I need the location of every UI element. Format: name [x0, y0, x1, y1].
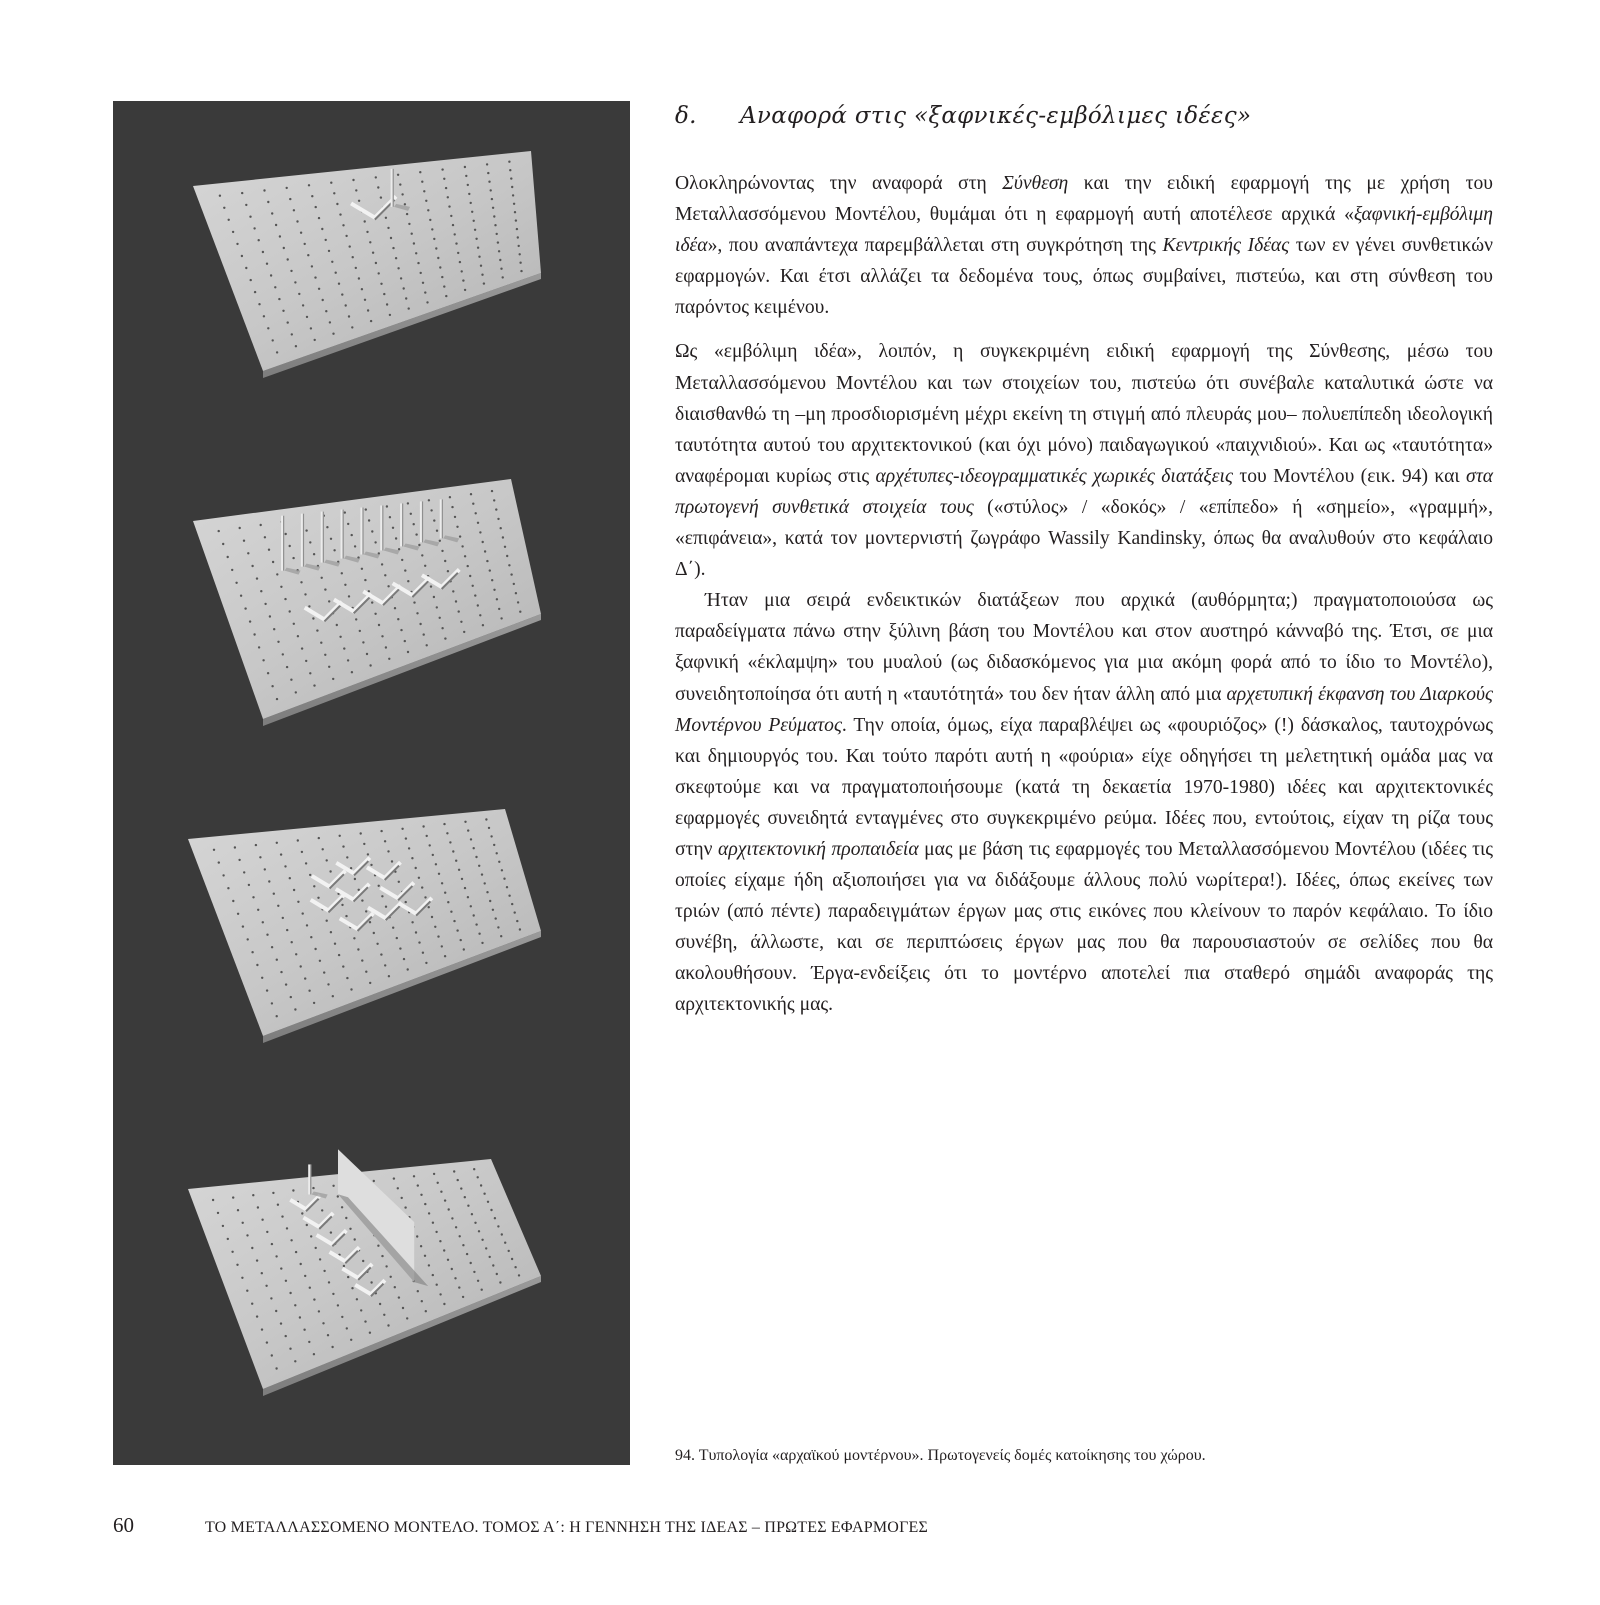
model-board-4: [188, 1149, 541, 1396]
paragraph-1: Ολοκληρώνοντας την αναφορά στη Σύνθεση και την ειδική εφαρμογή της με χρήση του Μεταλλασσόμενου Μοντέλου, θυμάμαι ότι η εφαρμογή αυτή αποτέλεσε αρχικά «ξαφνική-εμβόλιμη ιδέα», που αναπάντεχα παρεμβάλλεται στη συγκρότηση της Κεντρικής Ιδέας των εν γένει συνθετικών εφαρμογών. Και έτσι αλλάζει τα δεδομένα τους, όπως συμβαίνει, πιστεύω, και στη σύνθεση του παρόντος κειμένου.: [675, 173, 1493, 319]
model-board-3: [188, 809, 541, 1043]
page-footer: [113, 1513, 1533, 1538]
figure-caption: 94. Τυπολογία «αρχαϊκού μοντέρνου». Πρωτογενείς δομές κατοίκησης του χώρου.: [675, 1447, 1206, 1464]
body-text: [675, 168, 1493, 1021]
page-number: 60: [113, 1513, 134, 1537]
paragraph-3: Ήταν μια σειρά ενδεικτικών διατάξεων που αρχικά (αυθόρμητα;) πραγματοποιούσα ως παραδείγματα πάνω στην ξύλινη βάση του Μοντέλου και στον αυστηρό κάνναβό της. Έτσι, σε μια ξαφνική «έκλαμψη» του μυαλού (ως διδασκόμενος για μια ακόμη φορά από το ίδιο το Μοντέλο), συνειδητοποίησα ότι αυτή η «ταυτότητά» του δεν ήταν άλλη από μια αρχετυπική έκφανση του Διαρκούς Μοντέρνου Ρεύματος. Την οποία, όμως, είχα παραβλέψει ως «φουριόζος» (!) δάσκαλος, ταυτοχρόνως και δημιουργός του. Και τούτο παρότι αυτή η «φούρια» είχε οδηγήσει τη μελετητική ομάδα μας να σκεφτούμε και να πραγματοποιήσουμε (κατά τη δεκαετία 1970-1980) ιδέες και αρχιτεκτονικές εφαρμογές συνειδητά ενταγμένες στο συγκεκριμένο ρεύμα. Ιδέες που, εντούτοις, είχαν τη ρίζα τους στην αρχιτεκτονική προπαιδεία μας με βάση τις εφαρμογές του Μεταλλασσόμενου Μοντέλου (ιδέες τις οποίες είχαμε ήδη αξιοποιήσει για να διδάξουμε άλλους πολύ νωρίτερα!). Ιδέες, όπως εκείνες των τριών (από πέντε) παραδειγμάτων έργων μας στις εικόνες που κλείνουν το παρόν κεφάλαιο. Το ίδιο συνέβη, άλλωστε, και σε περιπτώσεις έργων μας που θα παρουσιαστούν σε σελίδες που θα ακολουθήσουν. Έργα-ενδείξεις ότι το μοντέρνο αποτελεί πια σταθερό σημάδι αναφοράς της αρχιτεκτονικής μας.: [675, 590, 1493, 1016]
model-photographs: [113, 101, 630, 1465]
model-board-1: [193, 151, 541, 378]
section-number: δ.: [675, 103, 697, 129]
paragraph-2: Ως «εμβόλιμη ιδέα», λοιπόν, η συγκεκριμένη ειδική εφαρμογή της Σύνθεσης, μέσω του Μεταλλασσόμενου Μοντέλου και των στοιχείων του, πιστεύω ότι συνέβαλε καταλυτικά ώστε να διαισθανθώ τη –μη προσδιορισμένη μέχρι εκείνη τη στιγμή από πλευράς μου– πολυεπίπεδη ιδεολογική ταυτότητα αυτού του αρχιτεκτονικού (και όχι μόνο) παιδαγωγικού «παιχνιδιού». Και ως «ταυτότητα» αναφέρομαι κυρίως στις αρχέτυπες-ιδεογραμματικές χωρικές διατάξεις του Μοντέλου (εικ. 94) και στα πρωτογενή συνθετικά στοιχεία τους («στύλος» / «δοκός» / «επίπεδο» ή «σημείο», «γραμμή», «επιφάνεια», κατά τον μοντερνιστή ζωγράφο Wassily Kandinsky, όπως θα αναλυθούν στο κεφάλαιο Δ΄).: [675, 341, 1493, 581]
section-title: Αναφορά στις «ξαφνικές-εμβόλιμες ιδέες»: [740, 103, 1252, 129]
running-head: ΤΟ ΜΕΤΑΛΛΑΣΣΟΜΕΝΟ ΜΟΝΤΕΛΟ. ΤΟΜΟΣ Α΄: Η ΓΕΝΝΗΣΗ ΤΗΣ ΙΔΕΑΣ – ΠΡΩΤΕΣ ΕΦΑΡΜΟΓΕΣ: [205, 1519, 928, 1536]
figure-94-panel: [113, 101, 630, 1465]
model-board-2: [193, 479, 541, 726]
section-heading: [675, 103, 1535, 129]
